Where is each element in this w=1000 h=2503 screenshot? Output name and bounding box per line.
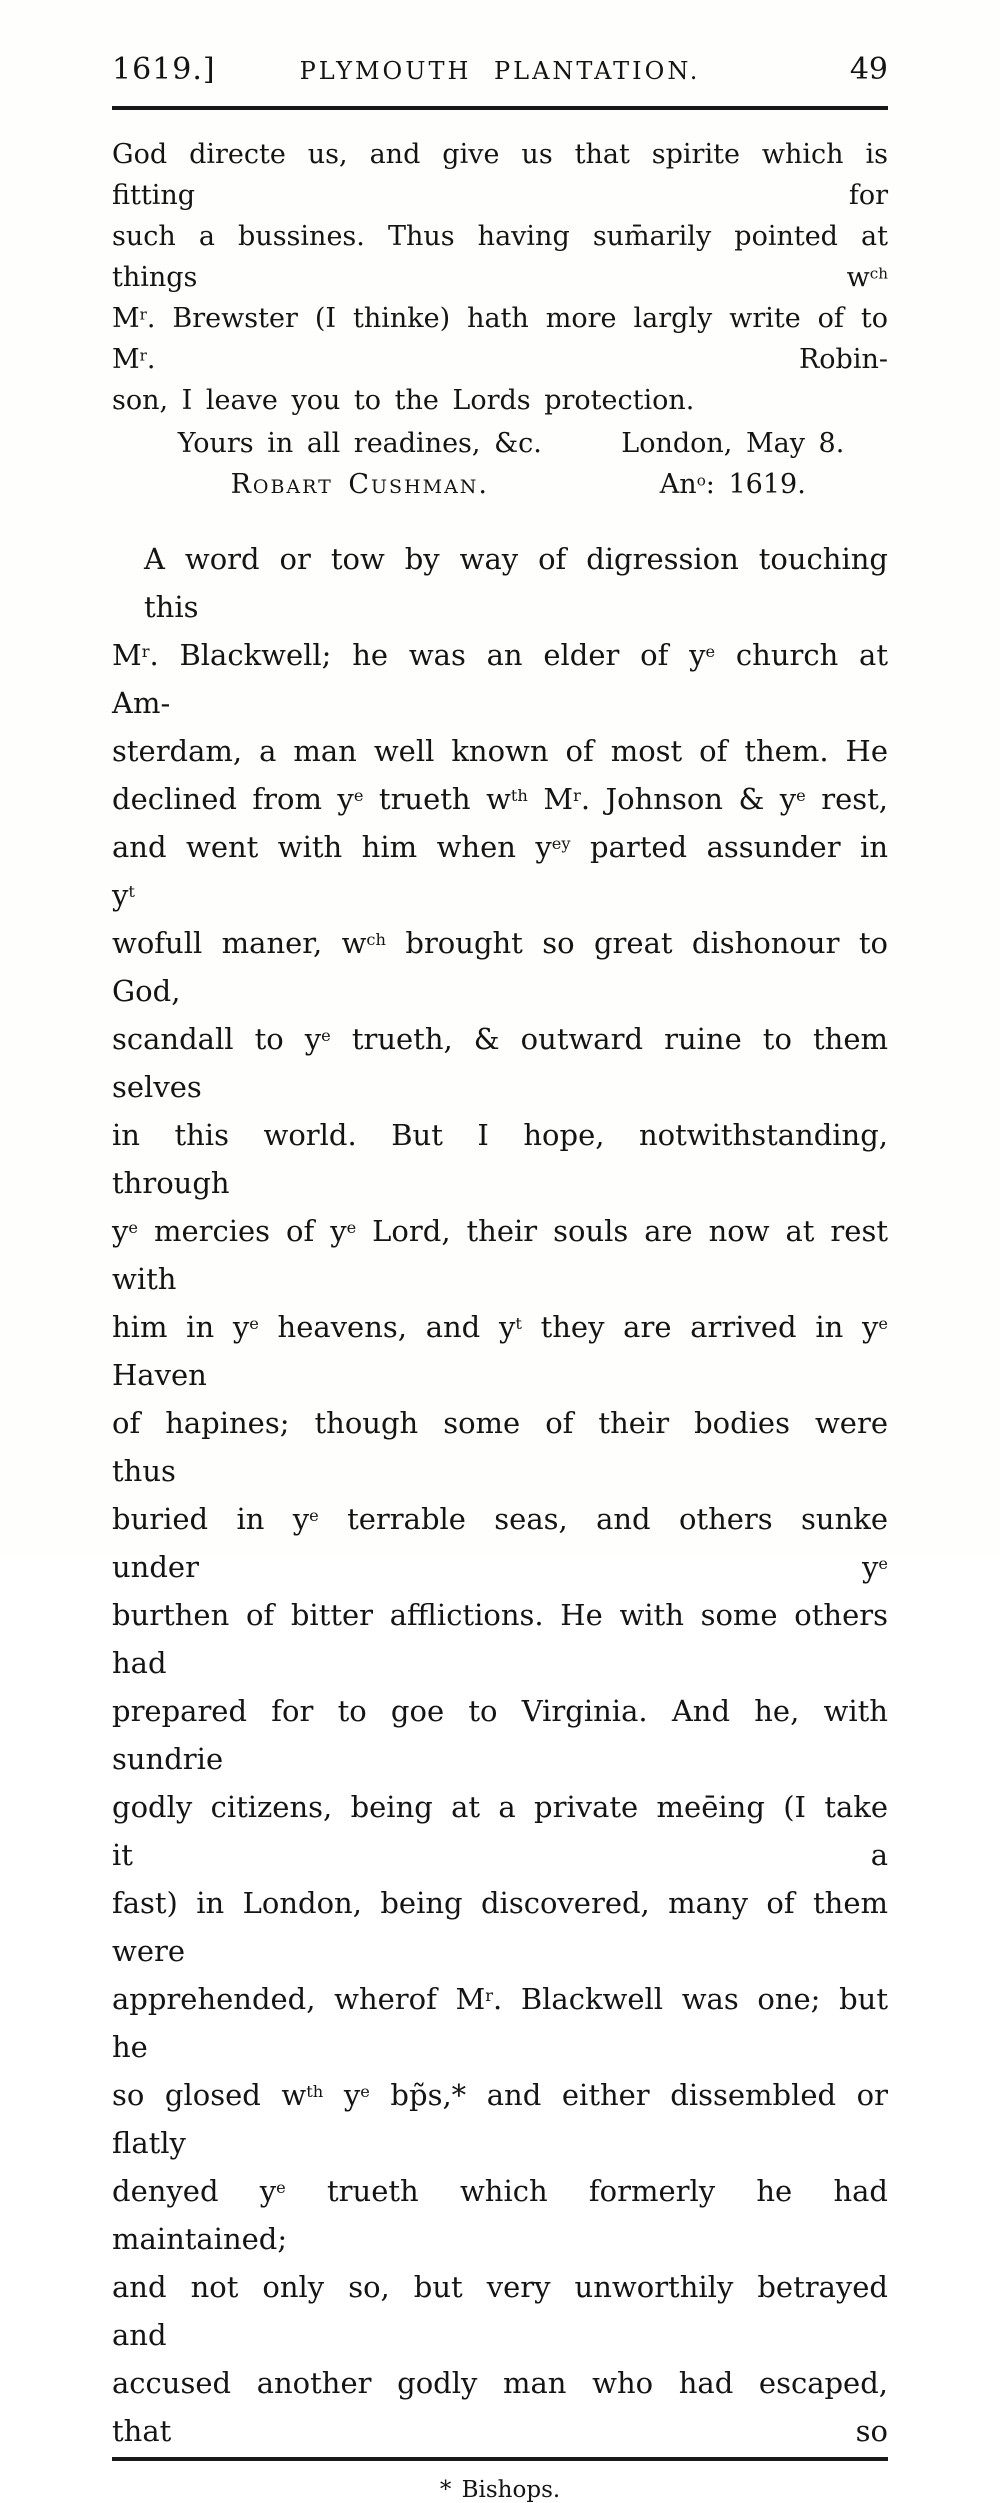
- letter-anno: An$^o$: 1619.: [659, 469, 806, 500]
- signature-row: [112, 464, 888, 505]
- body-line-20: and not only so, but very unworthily betrayed and: [112, 2270, 888, 2352]
- letter-closing: Yours in all readines, &c.: [177, 428, 542, 459]
- header-rule: [112, 106, 888, 110]
- footnote-rule: [112, 2457, 888, 2461]
- letter-lines: [112, 134, 888, 421]
- footnote: * Bishops.: [439, 2477, 561, 2503]
- body-line-21: accused another godly man who had escaped, that so: [112, 2366, 888, 2448]
- body-line-19: denyed $y^e$ trueth which formerly he had maintained;: [112, 2174, 888, 2256]
- letter-line-3: $M^r$. Brewster (I thinke) hath more largly write of to $M^r$. Robin-: [112, 303, 888, 375]
- body-line-15: godly citizens, being at a private meēing (I take it a: [112, 1790, 888, 1872]
- letter-line-1: God directe us, and give us that spirite which is fitting for: [112, 139, 888, 211]
- header-title: PLYMOUTH PLANTATION.: [299, 57, 701, 85]
- body-line-11: of hapines; though some of their bodies were thus: [112, 1406, 888, 1488]
- body-line-4: declined from $y^e$ trueth $w^{th}$ $M^r$. Johnson & $y^e$ rest,: [112, 782, 889, 816]
- closing-row: [112, 423, 888, 464]
- letter-line-4: son, I leave you to the Lords protection.: [112, 385, 695, 416]
- body-line-3: sterdam, a man well known of most of them. He: [112, 734, 888, 768]
- body-line-17: apprehended, wherof $M^r$. Blackwell was one; but he: [112, 1982, 888, 2064]
- body-line-1: A word or tow by way of digression touching this: [144, 542, 888, 624]
- body-line-9: $y^e$ mercies of $y^e$ Lord, their souls are now at rest with: [112, 1214, 888, 1296]
- main-paragraph: [112, 535, 888, 2455]
- signature-block: [112, 423, 888, 505]
- letter-place-date: London, May 8.: [621, 428, 845, 459]
- header-page-number: 49: [849, 52, 888, 87]
- body-line-18: so glosed $w^{th}$ $y^e$ bp̃s,* and either dissembled or flatly: [112, 2078, 889, 2160]
- body-line-8: in this world. But I hope, notwithstanding, through: [112, 1118, 888, 1200]
- letter-ending: [112, 134, 888, 505]
- header-year: 1619.]: [112, 52, 216, 87]
- body-line-12: buried in $y^e$ terrable seas, and others sunke under $y^e$: [112, 1502, 888, 1584]
- running-head: [112, 52, 888, 90]
- letter-line-2: such a bussines. Thus having sum̄arily pointed at things $w^{ch}$: [112, 221, 888, 293]
- body-line-6: wofull maner, $w^{ch}$ brought so great dishonour to God,: [112, 926, 888, 1008]
- body-line-14: prepared for to goe to Virginia. And he, with sundrie: [112, 1694, 888, 1776]
- letter-signature: Robart Cushman.: [230, 469, 490, 500]
- body-line-5: and went with him when $y^{ey}$ parted assunder in $y^t$: [112, 830, 889, 912]
- body-line-13: burthen of bitter afflictions. He with some others had: [112, 1598, 888, 1680]
- body-line-10: him in $y^e$ heavens, and $y^t$ they are arrived in $y^e$ Haven: [112, 1310, 888, 1392]
- body-line-2: $M^r$. Blackwell; he was an elder of $y^e$ church at Am-: [112, 638, 888, 720]
- body-line-7: scandall to $y^e$ trueth, & outward ruine to them selves: [112, 1022, 888, 1104]
- body-line-16: fast) in London, being discovered, many of them were: [112, 1886, 888, 1968]
